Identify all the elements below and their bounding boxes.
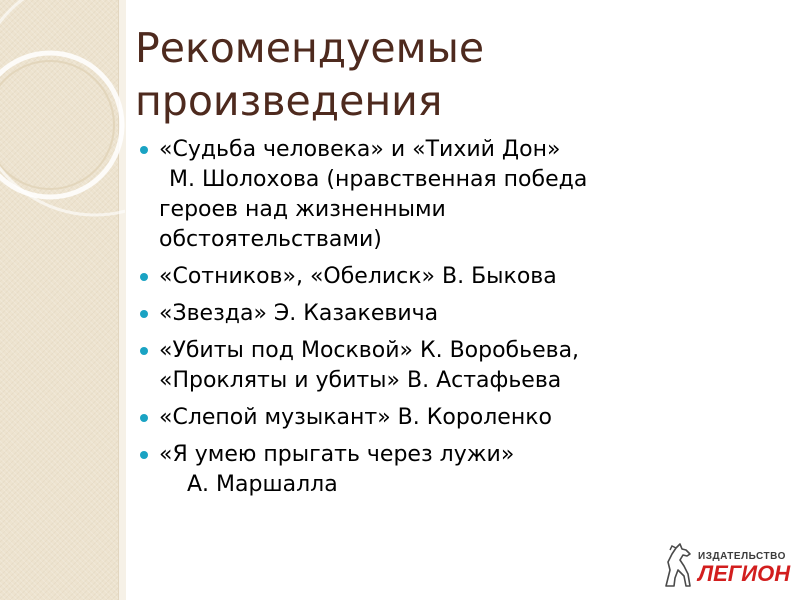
horse-icon	[660, 540, 698, 590]
bullet-text: «Слепой музыкант» В. Короленко	[159, 405, 552, 430]
list-item	[140, 403, 780, 433]
bullet-text: «Судьба человека» и «Тихий Дон»	[159, 137, 561, 162]
bullet-icon	[140, 347, 148, 355]
bullet-icon	[140, 310, 148, 318]
list-item	[140, 440, 780, 500]
list-item	[140, 262, 780, 292]
bullet-continuation: героев над жизненными	[159, 197, 446, 222]
bullet-icon	[140, 273, 148, 281]
bullet-text: «Убиты под Москвой» К. Воробьева,	[159, 338, 580, 363]
bullet-continuation: обстоятельствами)	[159, 227, 382, 252]
publisher-label: ИЗДАТЕЛЬСТВО	[698, 551, 786, 562]
bullet-continuation: А. Маршалла	[187, 472, 338, 497]
publisher-name: ЛЕГИОН	[698, 561, 791, 586]
list-item	[140, 336, 780, 396]
publisher-logo	[660, 540, 790, 590]
bullet-list	[140, 135, 780, 507]
bullet-icon	[140, 146, 148, 154]
bullet-text: «Сотников», «Обелиск» В. Быкова	[159, 264, 557, 289]
decorative-arcs	[0, 0, 125, 330]
bullet-icon	[140, 451, 148, 459]
bullet-text: «Я умею прыгать через лужи»	[159, 442, 515, 467]
bullet-text: «Звезда» Э. Казакевича	[159, 301, 439, 326]
bullet-icon	[140, 414, 148, 422]
list-item	[140, 135, 780, 255]
bullet-continuation: М. Шолохова (нравственная победа	[169, 167, 588, 192]
slide-title: Рекомендуемые произведения	[135, 24, 485, 125]
bullet-text: «Прокляты и убиты» В. Астафьева	[159, 368, 562, 393]
list-item	[140, 299, 780, 329]
